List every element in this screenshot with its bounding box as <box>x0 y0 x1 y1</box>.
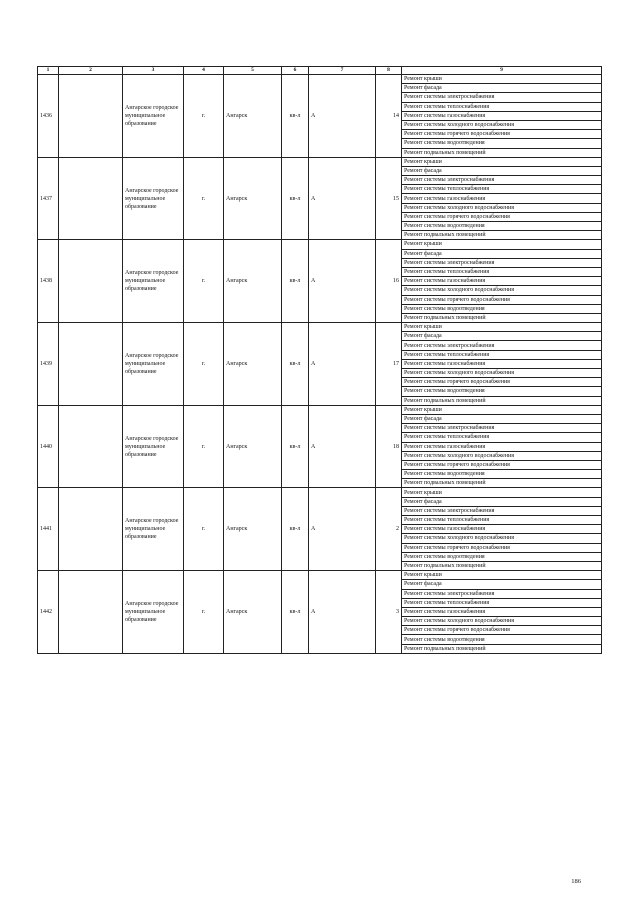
municipality-name: Ангарское городское муниципальное образование <box>123 240 184 323</box>
record-row <box>38 488 602 497</box>
repair-work-item: Ремонт системы газоснабжения <box>402 359 602 368</box>
record-number: 1437 <box>38 157 59 240</box>
repair-work-item: Ремонт подвальных помещений <box>402 561 602 570</box>
settlement-name: Ангарск <box>224 323 282 406</box>
repair-work-item: Ремонт системы электроснабжения <box>402 506 602 515</box>
repair-work-item: Ремонт системы теплоснабжения <box>402 433 602 442</box>
settlement-type: г. <box>184 157 224 240</box>
house-number: 3 <box>376 571 402 654</box>
district-type: кв-л <box>282 157 309 240</box>
record-number: 1438 <box>38 240 59 323</box>
settlement-name: Ангарск <box>224 157 282 240</box>
page-number: 186 <box>571 878 581 885</box>
repair-work-item: Ремонт системы холодного водоснабжения <box>402 534 602 543</box>
settlement-name: Ангарск <box>224 240 282 323</box>
repair-work-item: Ремонт подвальных помещений <box>402 313 602 322</box>
repair-work-item: Ремонт системы холодного водоснабжения <box>402 286 602 295</box>
repair-work-item: Ремонт фасада <box>402 580 602 589</box>
municipality-name: Ангарское городское муниципальное образование <box>123 571 184 654</box>
record-row <box>38 323 602 332</box>
repair-work-item: Ремонт фасада <box>402 414 602 423</box>
record-row <box>38 571 602 580</box>
district-name: А <box>309 571 376 654</box>
settlement-type: г. <box>184 323 224 406</box>
repair-work-item: Ремонт системы водоотведения <box>402 552 602 561</box>
header-cell: 8 <box>376 67 402 75</box>
repair-work-item: Ремонт системы газоснабжения <box>402 194 602 203</box>
municipality-name: Ангарское городское муниципальное образование <box>123 405 184 488</box>
district-type: кв-л <box>282 405 309 488</box>
record-column-2 <box>59 157 123 240</box>
district-name: А <box>309 488 376 571</box>
header-cell: 9 <box>402 67 602 75</box>
repair-work-item: Ремонт фасада <box>402 249 602 258</box>
repair-work-item: Ремонт системы электроснабжения <box>402 93 602 102</box>
settlement-type: г. <box>184 75 224 158</box>
settlement-name: Ангарск <box>224 75 282 158</box>
repair-work-item: Ремонт подвальных помещений <box>402 148 602 157</box>
record-row <box>38 240 602 249</box>
record-column-2 <box>59 571 123 654</box>
header-cell: 1 <box>38 67 59 75</box>
repair-work-item: Ремонт системы теплоснабжения <box>402 516 602 525</box>
repair-work-item: Ремонт системы холодного водоснабжения <box>402 369 602 378</box>
repair-work-item: Ремонт крыши <box>402 571 602 580</box>
repair-work-item: Ремонт системы теплоснабжения <box>402 598 602 607</box>
settlement-type: г. <box>184 240 224 323</box>
repair-work-item: Ремонт системы газоснабжения <box>402 277 602 286</box>
district-name: А <box>309 240 376 323</box>
repair-work-item: Ремонт крыши <box>402 157 602 166</box>
settlement-type: г. <box>184 571 224 654</box>
header-cell: 5 <box>224 67 282 75</box>
table-body <box>38 75 602 654</box>
record-column-2 <box>59 405 123 488</box>
repair-register-table <box>37 66 602 654</box>
record-column-2 <box>59 75 123 158</box>
record-number: 1442 <box>38 571 59 654</box>
repair-work-item: Ремонт крыши <box>402 240 602 249</box>
record-column-2 <box>59 240 123 323</box>
record-number: 1441 <box>38 488 59 571</box>
repair-work-item: Ремонт системы горячего водоснабжения <box>402 212 602 221</box>
repair-work-item: Ремонт системы газоснабжения <box>402 525 602 534</box>
header-cell: 6 <box>282 67 309 75</box>
repair-work-item: Ремонт фасада <box>402 166 602 175</box>
house-number: 14 <box>376 75 402 158</box>
house-number: 15 <box>376 157 402 240</box>
record-number: 1440 <box>38 405 59 488</box>
repair-work-item: Ремонт системы электроснабжения <box>402 589 602 598</box>
repair-work-item: Ремонт крыши <box>402 323 602 332</box>
repair-work-item: Ремонт системы холодного водоснабжения <box>402 617 602 626</box>
record-row <box>38 75 602 84</box>
repair-work-item: Ремонт системы горячего водоснабжения <box>402 460 602 469</box>
settlement-type: г. <box>184 405 224 488</box>
record-row <box>38 405 602 414</box>
settlement-type: г. <box>184 488 224 571</box>
record-row <box>38 157 602 166</box>
district-type: кв-л <box>282 75 309 158</box>
repair-work-item: Ремонт системы горячего водоснабжения <box>402 378 602 387</box>
settlement-name: Ангарск <box>224 571 282 654</box>
settlement-name: Ангарск <box>224 488 282 571</box>
record-number: 1436 <box>38 75 59 158</box>
district-type: кв-л <box>282 488 309 571</box>
settlement-name: Ангарск <box>224 405 282 488</box>
record-number: 1439 <box>38 323 59 406</box>
header-cell: 4 <box>184 67 224 75</box>
district-type: кв-л <box>282 571 309 654</box>
repair-work-item: Ремонт подвальных помещений <box>402 479 602 488</box>
district-name: А <box>309 405 376 488</box>
repair-work-item: Ремонт подвальных помещений <box>402 231 602 240</box>
repair-work-item: Ремонт системы холодного водоснабжения <box>402 203 602 212</box>
repair-work-item: Ремонт системы горячего водоснабжения <box>402 130 602 139</box>
repair-work-item: Ремонт системы водоотведения <box>402 139 602 148</box>
repair-work-item: Ремонт системы газоснабжения <box>402 442 602 451</box>
repair-work-item: Ремонт системы теплоснабжения <box>402 267 602 276</box>
repair-work-item: Ремонт системы теплоснабжения <box>402 185 602 194</box>
house-number: 18 <box>376 405 402 488</box>
header-cell: 3 <box>123 67 184 75</box>
record-column-2 <box>59 323 123 406</box>
repair-work-item: Ремонт фасада <box>402 84 602 93</box>
municipality-name: Ангарское городское муниципальное образование <box>123 75 184 158</box>
repair-work-item: Ремонт системы холодного водоснабжения <box>402 451 602 460</box>
municipality-name: Ангарское городское муниципальное образование <box>123 157 184 240</box>
district-name: А <box>309 323 376 406</box>
record-column-2 <box>59 488 123 571</box>
header-cell: 7 <box>309 67 376 75</box>
repair-work-item: Ремонт крыши <box>402 488 602 497</box>
municipality-name: Ангарское городское муниципальное образование <box>123 488 184 571</box>
house-number: 2 <box>376 488 402 571</box>
repair-work-item: Ремонт крыши <box>402 405 602 414</box>
header-cell: 2 <box>59 67 123 75</box>
repair-work-item: Ремонт системы газоснабжения <box>402 111 602 120</box>
repair-work-item: Ремонт системы электроснабжения <box>402 176 602 185</box>
district-name: А <box>309 157 376 240</box>
repair-work-item: Ремонт системы теплоснабжения <box>402 350 602 359</box>
repair-work-item: Ремонт крыши <box>402 75 602 84</box>
house-number: 16 <box>376 240 402 323</box>
repair-work-item: Ремонт системы водоотведения <box>402 470 602 479</box>
municipality-name: Ангарское городское муниципальное образование <box>123 323 184 406</box>
repair-work-item: Ремонт фасада <box>402 332 602 341</box>
repair-work-item: Ремонт системы теплоснабжения <box>402 102 602 111</box>
repair-work-item: Ремонт подвальных помещений <box>402 396 602 405</box>
repair-work-item: Ремонт системы холодного водоснабжения <box>402 120 602 129</box>
repair-work-item: Ремонт системы горячего водоснабжения <box>402 295 602 304</box>
district-name: А <box>309 75 376 158</box>
repair-work-item: Ремонт системы горячего водоснабжения <box>402 626 602 635</box>
repair-work-item: Ремонт системы водоотведения <box>402 635 602 644</box>
repair-work-item: Ремонт системы газоснабжения <box>402 607 602 616</box>
column-number-header-row <box>38 67 602 75</box>
district-type: кв-л <box>282 240 309 323</box>
repair-work-item: Ремонт системы электроснабжения <box>402 424 602 433</box>
repair-work-item: Ремонт фасада <box>402 497 602 506</box>
district-type: кв-л <box>282 323 309 406</box>
repair-work-item: Ремонт системы водоотведения <box>402 387 602 396</box>
repair-work-item: Ремонт системы водоотведения <box>402 222 602 231</box>
repair-work-item: Ремонт системы водоотведения <box>402 304 602 313</box>
repair-work-item: Ремонт системы электроснабжения <box>402 341 602 350</box>
repair-work-item: Ремонт подвальных помещений <box>402 644 602 653</box>
repair-work-item: Ремонт системы горячего водоснабжения <box>402 543 602 552</box>
house-number: 17 <box>376 323 402 406</box>
repair-work-item: Ремонт системы электроснабжения <box>402 258 602 267</box>
